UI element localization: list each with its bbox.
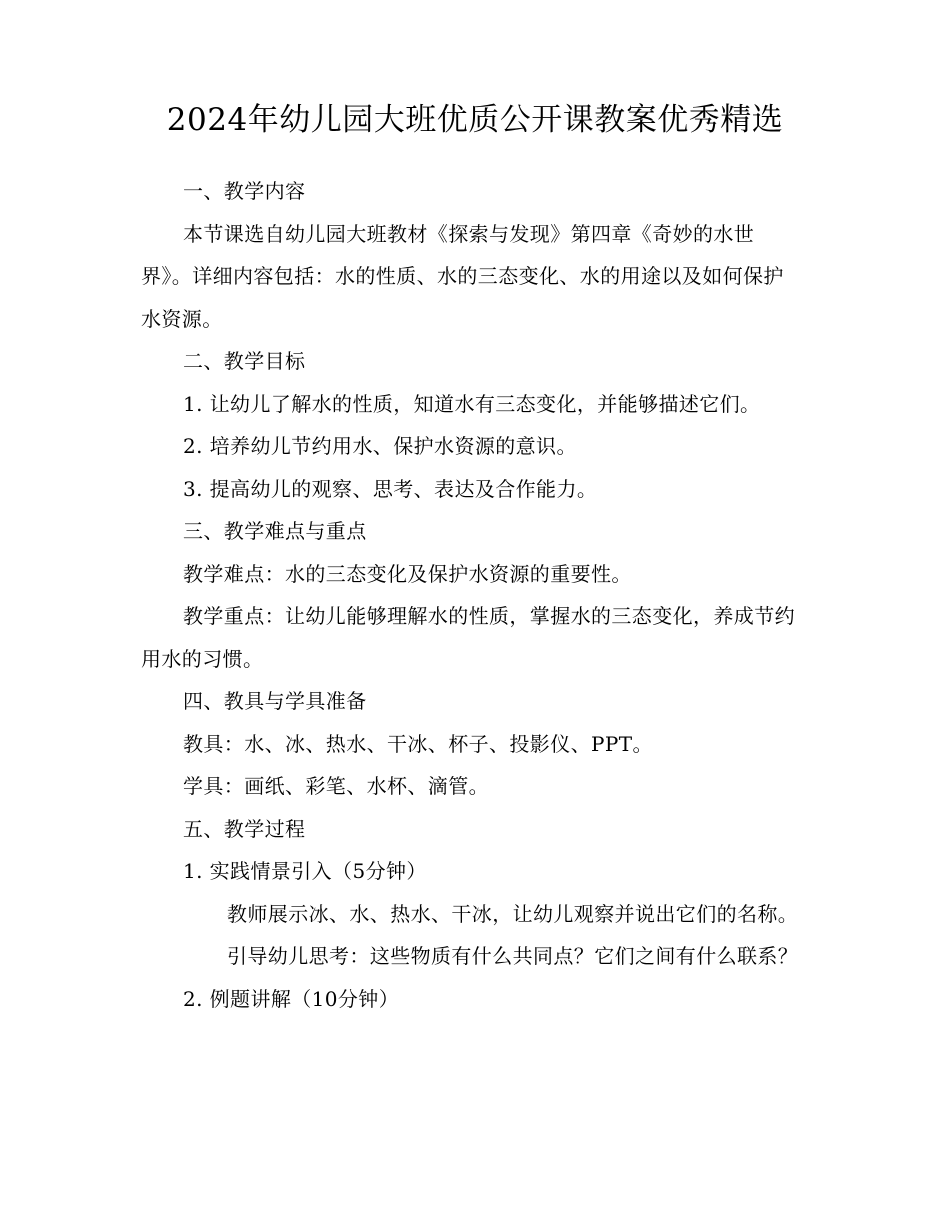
objective-item-2: 2. 培养幼儿节约用水、保护水资源的意识。 xyxy=(183,434,577,458)
teaching-aids-paragraph: 教具：水、冰、热水、干冰、杯子、投影仪、PPT。 xyxy=(183,731,653,756)
process-step-1: 1. 实践情景引入（5分钟） xyxy=(183,859,427,883)
content-paragraph: 本节课选自幼儿园大班教材《探索与发现》第四章《奇妙的水世界》。详细内容包括：水的性质、水的三态变化、水的用途以及如何保护水资源。 xyxy=(141,221,784,331)
document-body xyxy=(141,170,801,1020)
process-step-1-detail-1: 教师展示冰、水、热水、干冰，让幼儿观察并说出它们的名称。 xyxy=(227,901,799,926)
difficulty-paragraph: 教学难点：水的三态变化及保护水资源的重要性。 xyxy=(183,561,632,586)
objective-item-1: 1. 让幼儿了解水的性质，知道水有三态变化，并能够描述它们。 xyxy=(183,391,761,416)
key-point-paragraph: 教学重点：让幼儿能够理解水的性质，掌握水的三态变化，养成节约用水的习惯。 xyxy=(141,604,795,671)
process-step-2: 2. 例题讲解（10分钟） xyxy=(183,986,400,1011)
section-heading-difficulties: 三、教学难点与重点 xyxy=(183,519,367,543)
learning-aids-paragraph: 学具：画纸、彩笔、水杯、滴管。 xyxy=(183,774,489,798)
section-heading-content: 一、教学内容 xyxy=(183,179,306,203)
section-heading-objectives: 二、教学目标 xyxy=(183,349,306,373)
objective-item-3: 3. 提高幼儿的观察、思考、表达及合作能力。 xyxy=(183,476,598,501)
process-step-1-detail-2: 引导幼儿思考：这些物质有什么共同点？它们之间有什么联系？ xyxy=(227,944,799,968)
section-heading-process: 五、教学过程 xyxy=(183,816,306,841)
document-title: 2024年幼儿园大班优质公开课教案优秀精选 xyxy=(166,102,784,138)
section-heading-materials: 四、教具与学具准备 xyxy=(183,689,367,713)
